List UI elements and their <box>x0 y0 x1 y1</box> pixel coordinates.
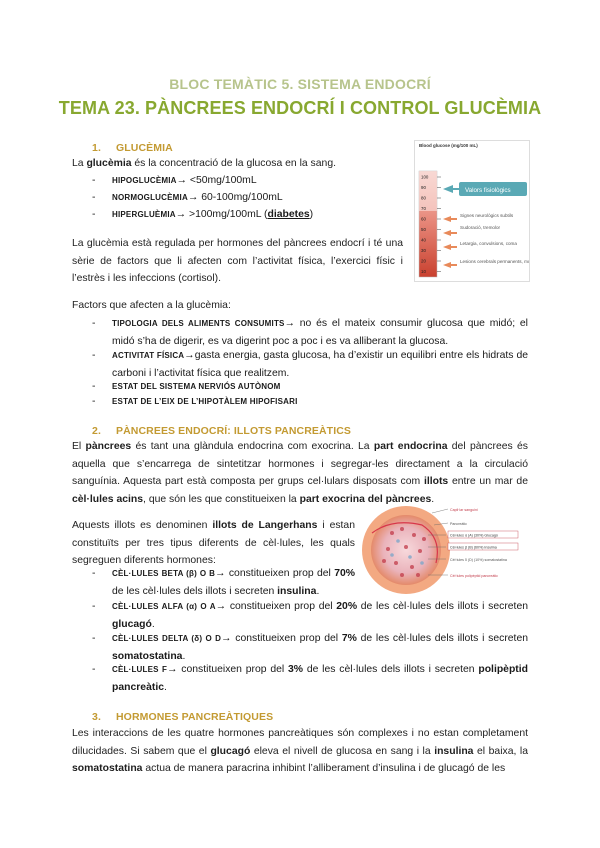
diabetes-link[interactable]: diabetes <box>267 209 310 220</box>
chart-note: Sudoració, tremolor <box>460 225 501 230</box>
islet-illustration <box>362 503 520 597</box>
section-2-heading: 2. PÀNCREES ENDOCRÍ: ILLOTS PANCREÀTICS <box>92 425 351 437</box>
list-item: - ACTIVITAT FÍSICA→gasta energia, gasta glucosa, ha d’existir un equilibri entre els hidrats de carboni i l’activitat física que realitzem. <box>92 350 529 379</box>
chart-tick-label: 20 <box>421 258 426 264</box>
chart-header: Blood glucose (mg/100 mL) <box>419 143 478 148</box>
list-item: - HIPERGLUÈMIA→ >100mg/100mL (diabetes) <box>92 209 314 220</box>
emphasis-term: somatostatina <box>72 763 143 774</box>
text-run: eleva el nivell de glucosa en sang i la <box>250 745 435 757</box>
emphasis-term: insulina <box>434 745 474 757</box>
chart-note: Lesions cerebrals permanents, mort <box>460 259 529 264</box>
list-item: - TIPOLOGIA DELS ALIMENTS CONSUMITS→ no és el mateix consumir glucosa que midó; el midó s’ha de digerir, es va digerint poc a poc i es va alliberant la glucosa. <box>92 318 528 347</box>
regulation-paragraph: La glucèmia està regulada per hormones del pàncrees endocrí i té una sèrie de factors que li afecten com l’activitat física, l’exercici físic i l’estrès i les infeccions (cortisol). <box>72 238 403 284</box>
hormones-paragraph <box>72 725 528 778</box>
list-item: - HIPOGLUCÈMIA→ <50mg/100mL <box>92 175 257 186</box>
tema-title: TEMA 23. PÀNCREES ENDOCRÍ I CONTROL GLUCÈMIA <box>58 98 542 118</box>
text-run: . <box>431 493 435 505</box>
pancreas-paragraph <box>72 438 528 508</box>
chart-tick-label: 70 <box>421 206 426 212</box>
text-run: El <box>72 441 86 452</box>
illustration-label: Cèl·lules α (A) (30%) Glucagó <box>450 533 498 538</box>
text-run: Les interaccions de les quatre hormones pancreàtiques són complexes i no estan completament dilucidades. Si sabem que el <box>72 728 528 757</box>
illustration-label: Cèl·lules δ (D) (10%) somatostatina <box>450 558 507 562</box>
illustration-label: Cèl·lules polipèptid pancreàtic <box>450 574 498 578</box>
emphasis-term: part exocrina del pàncrees <box>299 493 432 505</box>
emphasis-term: pàncrees <box>85 441 132 452</box>
chart-tick-label: 80 <box>421 195 426 201</box>
glucemia-definition: La glucèmia és la concentració de la glucosa en la sang. <box>72 158 336 169</box>
badge-label: Valors fisiològics <box>465 187 511 194</box>
illustration-label: Pancreàtic <box>450 522 467 526</box>
list-item: - ESTAT DEL SISTEMA NERVIÓS AUTÒNOM <box>92 381 281 392</box>
text-run: del pàncrees és aquella que s’encarrega de sintetitzar hormones i segregar-les directament a la circulació sanguínia. Aquesta part està composta per grups cel·lulars disposats com <box>72 441 528 487</box>
chart-tick-label: 40 <box>421 237 426 243</box>
chart-tick-label: 30 <box>421 248 426 254</box>
text-run: , que són les que constitueixen la <box>143 493 300 505</box>
glucose-figure-svg <box>415 141 529 281</box>
bloc-title: BLOC TEMÀTIC 5. SISTEMA ENDOCRÍ <box>169 76 431 92</box>
list-item: - CÈL·LULES DELTA (δ) O D→ constitueixen prop del 7% de les cèl·lules dels illots i secreten somatostatina. <box>92 633 529 662</box>
langerhans-paragraph: Aquests illots es denominen illots de Langerhans i estan constituïts per tres tipus diferents de cèl·lules, les quals segreguen diferents hormones: <box>72 520 355 566</box>
section-1-heading: 1. GLUCÈMIA <box>92 142 173 154</box>
section-3-heading: 3. HORMONES PANCREÀTIQUES <box>92 711 274 723</box>
chart-tick-label: 10 <box>421 269 426 275</box>
list-item: - CÈL·LULES ALFA (α) O A→ constitueixen prop del 20% de les cèl·lules dels illots i secreten glucagó. <box>92 601 528 630</box>
emphasis-term: glucagó <box>210 745 251 757</box>
chart-tick-label: 100 <box>421 174 429 180</box>
text-run: és tant una glàndula endocrina com exocrina. La <box>131 441 374 452</box>
list-item: - CÈL·LULES F→ constitueixen prop del 3% de les cèl·lules dels illots i secreten polipèptid pancreàtic. <box>92 664 528 693</box>
text-run: entre un mar de <box>448 476 528 487</box>
list-item: - CÈL·LULES BETA (β) O B→ constitueixen prop del 70% de les cèl·lules dels illots i secreten insulina. <box>92 568 356 597</box>
list-item: - NORMOGLUCÈMIA→ 60-100mg/100mL <box>92 192 283 203</box>
emphasis-term: cèl·lules acins <box>72 493 144 505</box>
factors-title: Factors que afecten a la glucèmia: <box>72 300 231 311</box>
illustration-label: Cèl·lules β (B) (60%) Insulina <box>450 545 497 550</box>
text-run: actua de manera paracrina inhibint l’alliberament d’insulina i de glucagó de les <box>142 763 506 774</box>
illustration-label: Capil·lar sanguini <box>450 508 478 512</box>
chart-tick-label: 50 <box>421 227 426 233</box>
islet-core <box>371 515 441 585</box>
glucose-levels-figure <box>414 140 530 282</box>
chart-note: Signes neurològics subtils <box>460 213 514 218</box>
emphasis-term: illots <box>423 476 449 487</box>
chart-tick-label: 90 <box>421 185 426 191</box>
emphasis-term: part endocrina <box>373 441 448 452</box>
list-item: - ESTAT DE L’EIX DE L’HIPOTÀLEM HIPOFISARI <box>92 396 298 407</box>
chart-note: Letargia, convulsions, coma <box>460 241 517 246</box>
chart-tick-label: 60 <box>421 216 426 222</box>
text-run: el baixa, la <box>473 745 528 757</box>
